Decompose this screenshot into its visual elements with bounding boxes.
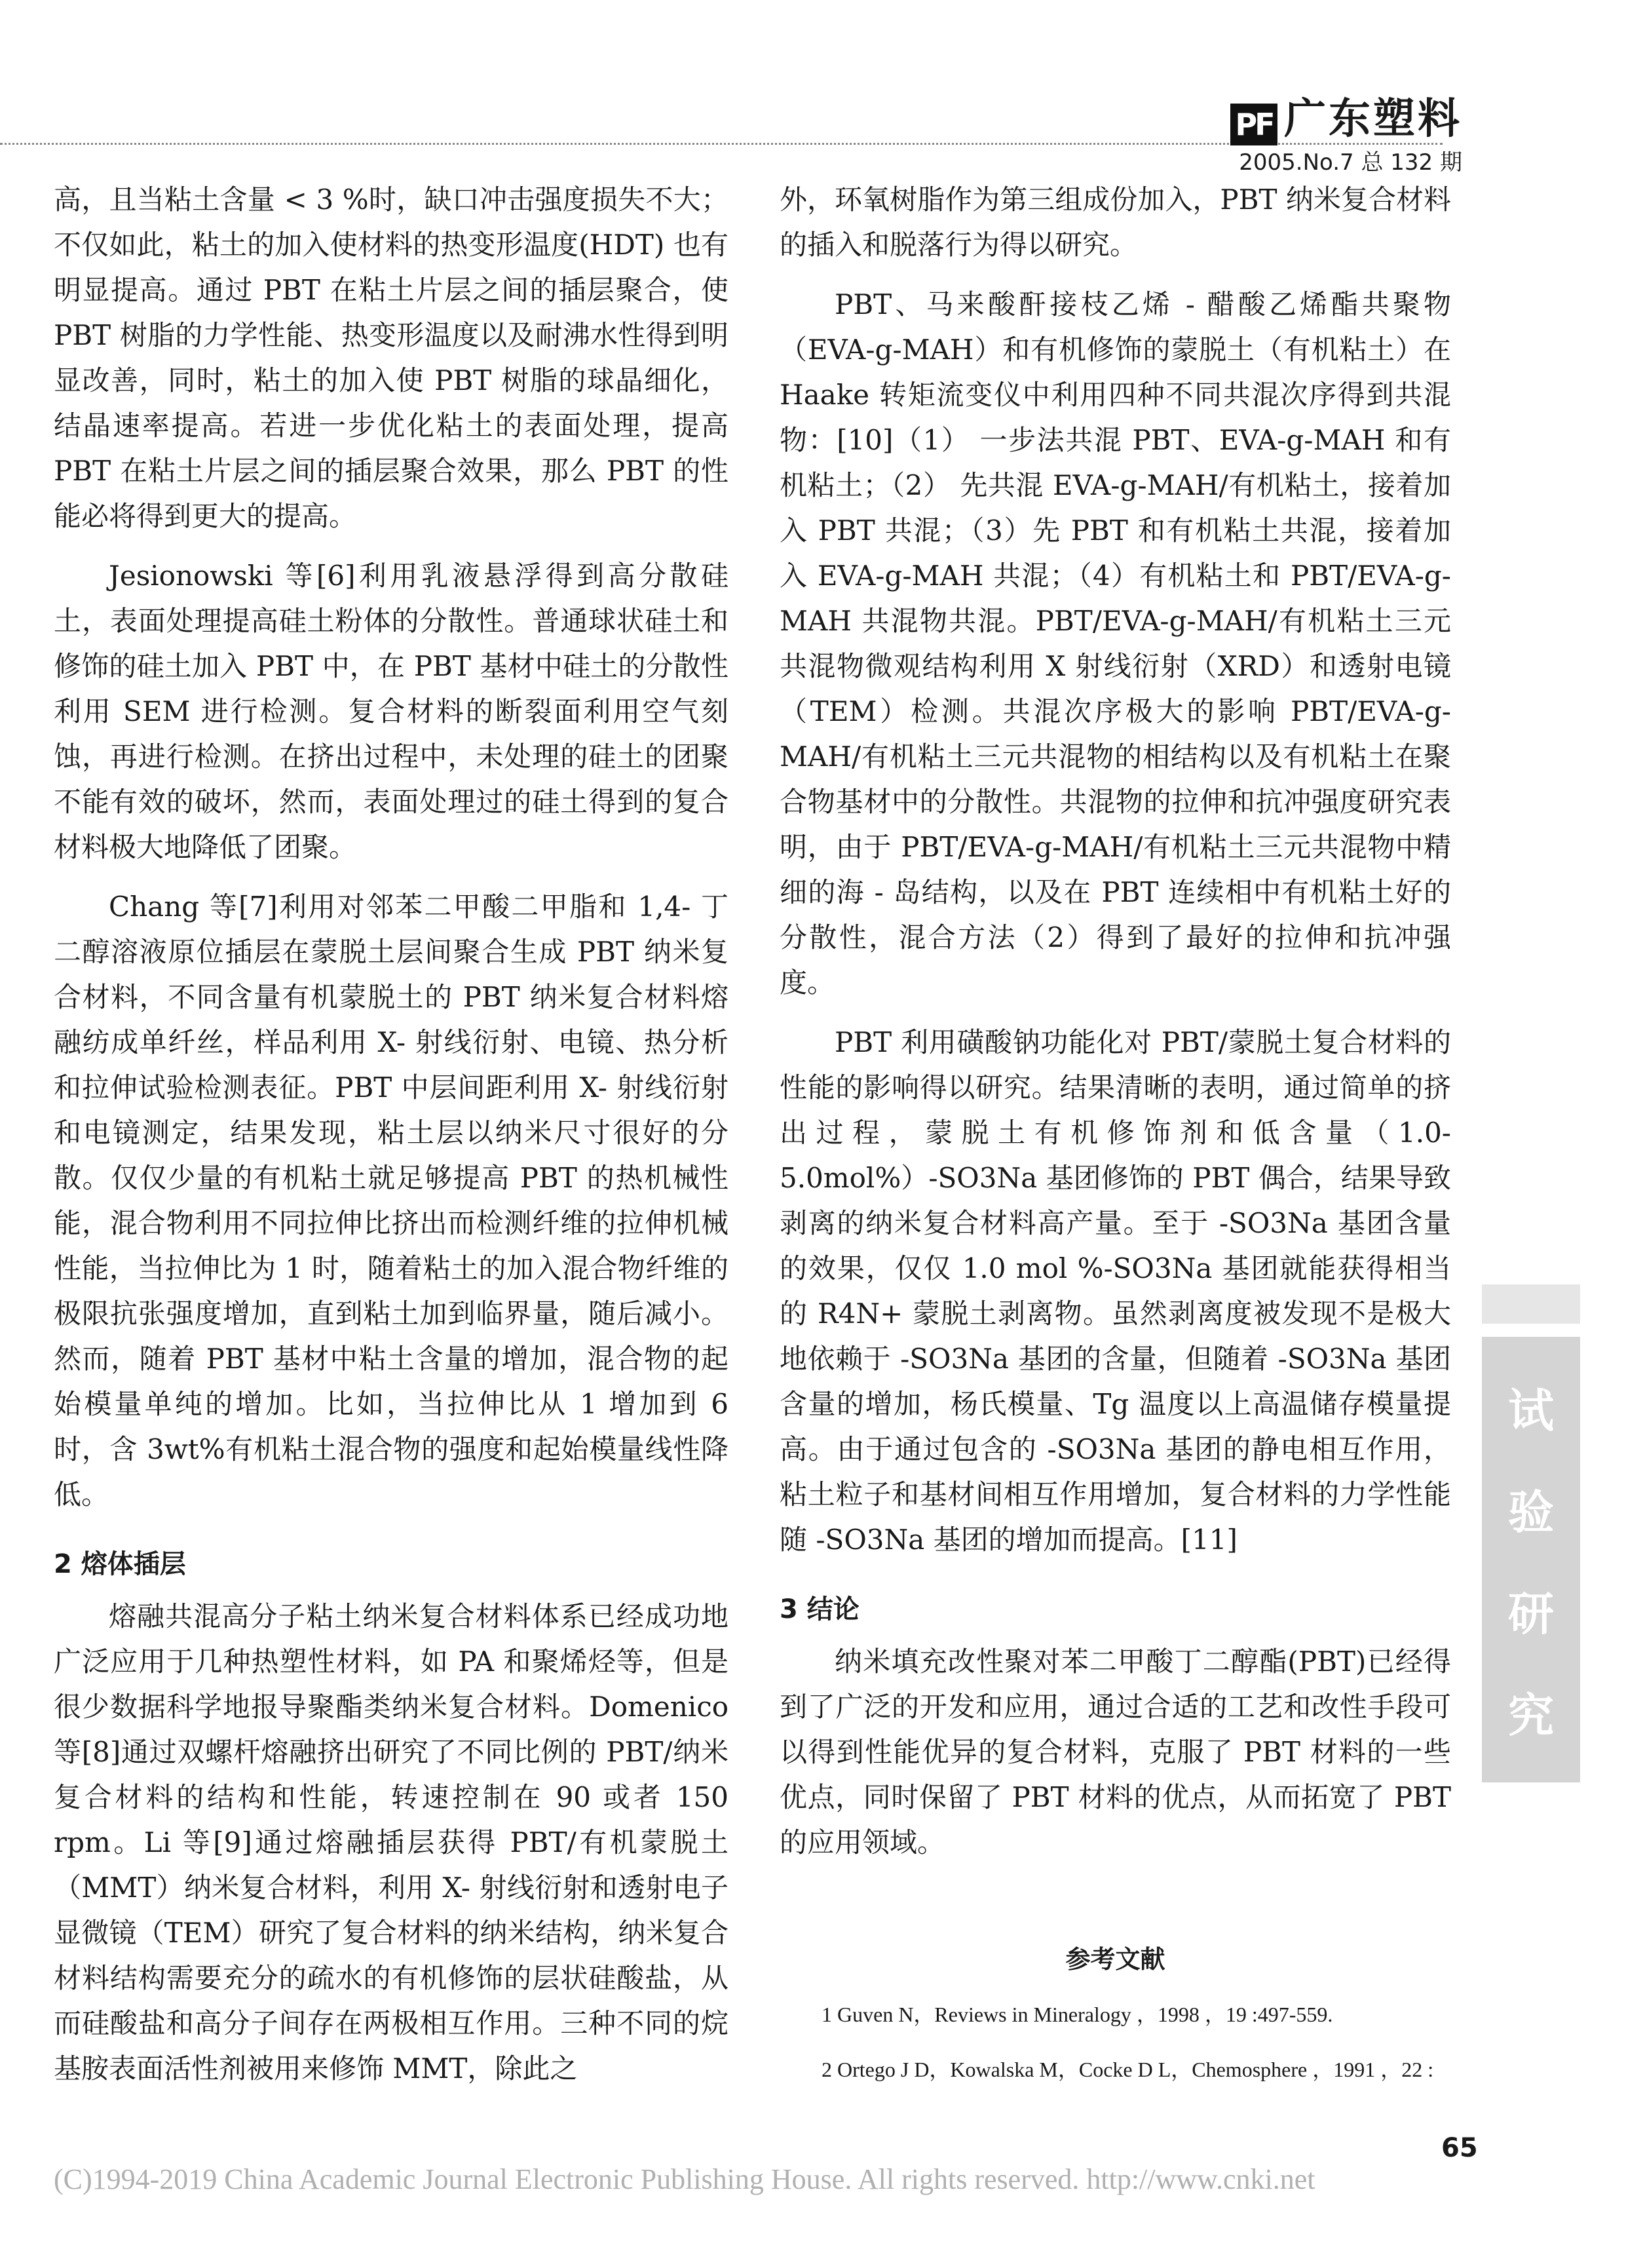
reference-item: 1 Guven N，Reviews in Mineralogy ，1998 ，19 :497-559. [822, 2003, 1333, 2026]
paragraph: 高，且当粘土含量 < 3 %时，缺口冲击强度损失不大；不仅如此，粘土的加入使材料的热变形温度(HDT) 也有明显提高。通过 PBT 在粘土片层之间的插层聚合，使 PBT 树脂的力学性能、热变形温度以及耐沸水性得到明显改善，同时，粘土的加入使 PBT 树脂的球晶细化，结晶速率提高。若进一步优化粘土的表面处理，提高 PBT 在粘土片层之间的插层聚合效果，那么 PBT 的性能必将得到更大的提高。 [54, 183, 728, 532]
header-rule [0, 143, 1443, 147]
right-column [780, 177, 1451, 2104]
paragraph: 外，环氧树脂作为第三组成份加入，PBT 纳米复合材料的插入和脱落行为得以研究。 [780, 183, 1451, 261]
paragraph: Chang 等[7]利用对邻苯二甲酸二甲脂和 1,4- 丁二醇溶液原位插层在蒙脱土层间聚合生成 PBT 纳米复合材料，不同含量有机蒙脱土的 PBT 纳米复合材料熔融纺成单纤丝，样品利用 X- 射线衍射、电镜、热分析和拉伸试验检测表征。PBT 中层间距利用 X- 射线衍射和电镜测定，结果发现，粘土层以纳米尺寸很好的分散。仅仅少量的有机粘土就足够提高 PBT 的热机械性能，混合物利用不同拉伸比挤出而检测纤维的拉伸机械性能，当拉伸比为 1 时，随着粘土的加入混合物纤维的极限抗张强度增加，直到粘土加到临界量，随后减小。然而，随着 PBT 基材中粘土含量的增加，混合物的起始模量单纯的增加。比如，当拉伸比从 1 增加到 6 时，含 3wt%有机粘土混合物的强度和起始模量线性降低。 [54, 891, 728, 1510]
journal-logo-mark: PF [1230, 104, 1277, 145]
copyright-footer: (C)1994-2019 China Academic Journal Electronic Publishing House. All rights reserved. http://www.cnki.net [54, 2163, 1315, 2195]
paragraph: Jesionowski 等[6]利用乳液悬浮得到高分散硅土，表面处理提高硅土粉体的分散性。普通球状硅土和修饰的硅土加入 PBT 中，在 PBT 基材中硅土的分散性利用 SEM 进行检测。复合材料的断裂面利用空气刻蚀，再进行检测。在挤出过程中，未处理的硅土的团聚不能有效的破坏，然而，表面处理过的硅土得到的复合材料极大地降低了团聚。 [54, 560, 728, 863]
section-heading-conclusion: 3 结论 [780, 1594, 860, 1624]
section-tab-char: 验 [1508, 1486, 1554, 1539]
paragraph: 纳米填充改性聚对苯二甲酸丁二醇酯(PBT)已经得到了广泛的开发和应用，通过合适的工艺和改性手段可以得到性能优异的复合材料，克服了 PBT 材料的一些优点，同时保留了 PBT 材料的优点，从而拓宽了 PBT 的应用领域。 [780, 1645, 1451, 1858]
journal-name: 广东塑料 [1284, 95, 1462, 144]
paragraph: PBT 利用磺酸钠功能化对 PBT/蒙脱土复合材料的性能的影响得以研究。结果清晰的表明，通过简单的挤出过程，蒙脱土有机修饰剂和低含量（1.0-5.0mol%）-SO3Na 基团修饰的 PBT 偶合，结果导致剥离的纳米复合材料高产量。至于 -SO3Na 基团含量的效果，仅仅 1.0 mol %-SO3Na 基团就能获得相当的 R4N+ 蒙脱土剥离物。虽然剥离度被发现不是极大地依赖于 -SO3Na 基团的含量，但随着 -SO3Na 基团含量的增加，杨氏模量、Tg 温度以上高温储存模量提高。由于通过包含的 -SO3Na 基团的静电相互作用，粘土粒子和基材间相互作用增加，复合材料的力学性能随 -SO3Na 基团的增加而提高。[11] [780, 1026, 1451, 1556]
section-tab-char: 究 [1508, 1689, 1554, 1742]
references-title: 参考文献 [1065, 1945, 1165, 1974]
paragraph: PBT、马来酸酐接枝乙烯 - 醋酸乙烯酯共聚物（EVA-g-MAH）和有机修饰的蒙脱土（有机粘土）在 Haake 转矩流变仪中利用四种不同共混次序得到共混物：[10]（1） 一步法共混 PBT、EVA-g-MAH 和有机粘土；（2） 先共混 EVA-g-MAH/有机粘土，接着加入 PBT 共混；（3）先 PBT 和有机粘土共混，接着加入 EVA-g-MAH 共混；（4）有机粘土和 PBT/EVA-g-MAH 共混物共混。PBT/EVA-g-MAH/有机粘土三元共混物微观结构利用 X 射线衍射（XRD）和透射电镜（TEM）检测。共混次序极大的影响 PBT/EVA-g-MAH/有机粘土三元共混物的相结构以及有机粘土在聚合物基材中的分散性。共混物的拉伸和抗冲强度研究表明，由于 PBT/EVA-g-MAH/有机粘土三元共混物中精细的海 - 岛结构，以及在 PBT 连续相中有机粘土好的分散性，混合方法（2）得到了最好的拉伸和抗冲强度。 [780, 288, 1451, 999]
paragraph: 熔融共混高分子粘土纳米复合材料体系已经成功地广泛应用于几种热塑性材料，如 PA 和聚烯烃等，但是很少数据科学地报导聚酯类纳米复合材料。Domenico 等[8]通过双螺杆熔融挤出研究了不同比例的 PBT/纳米复合材料的结构和性能，转速控制在 90 或者 150 rpm。Li 等[9]通过熔融插层获得 PBT/有机蒙脱土（MMT）纳米复合材料，利用 X- 射线衍射和透射电子显微镜（TEM）研究了复合材料的纳米结构，纳米复合材料结构需要充分的疏水的有机修饰的层状硅酸盐，从而硅酸盐和高分子间存在两极相互作用。三种不同的烷基胺表面活性剂被用来修饰 MMT，除此之 [54, 1600, 728, 2085]
page-number: 65 [1441, 2133, 1478, 2163]
section-tab-shade [1482, 1284, 1580, 1324]
journal-logo [1230, 85, 1462, 145]
reference-item: 2 Ortego J D，Kowalska M，Cocke D L，Chemosphere ，1991 ，22 : [822, 2058, 1434, 2081]
issue-number: 2005.No.7 总 132 期 [1239, 149, 1462, 176]
section-heading-melt-intercalation: 2 熔体插层 [54, 1549, 186, 1579]
left-column [54, 177, 728, 2105]
section-tab [1482, 1337, 1580, 1782]
section-tab-char: 研 [1508, 1587, 1554, 1641]
section-tab-char: 试 [1508, 1384, 1554, 1438]
